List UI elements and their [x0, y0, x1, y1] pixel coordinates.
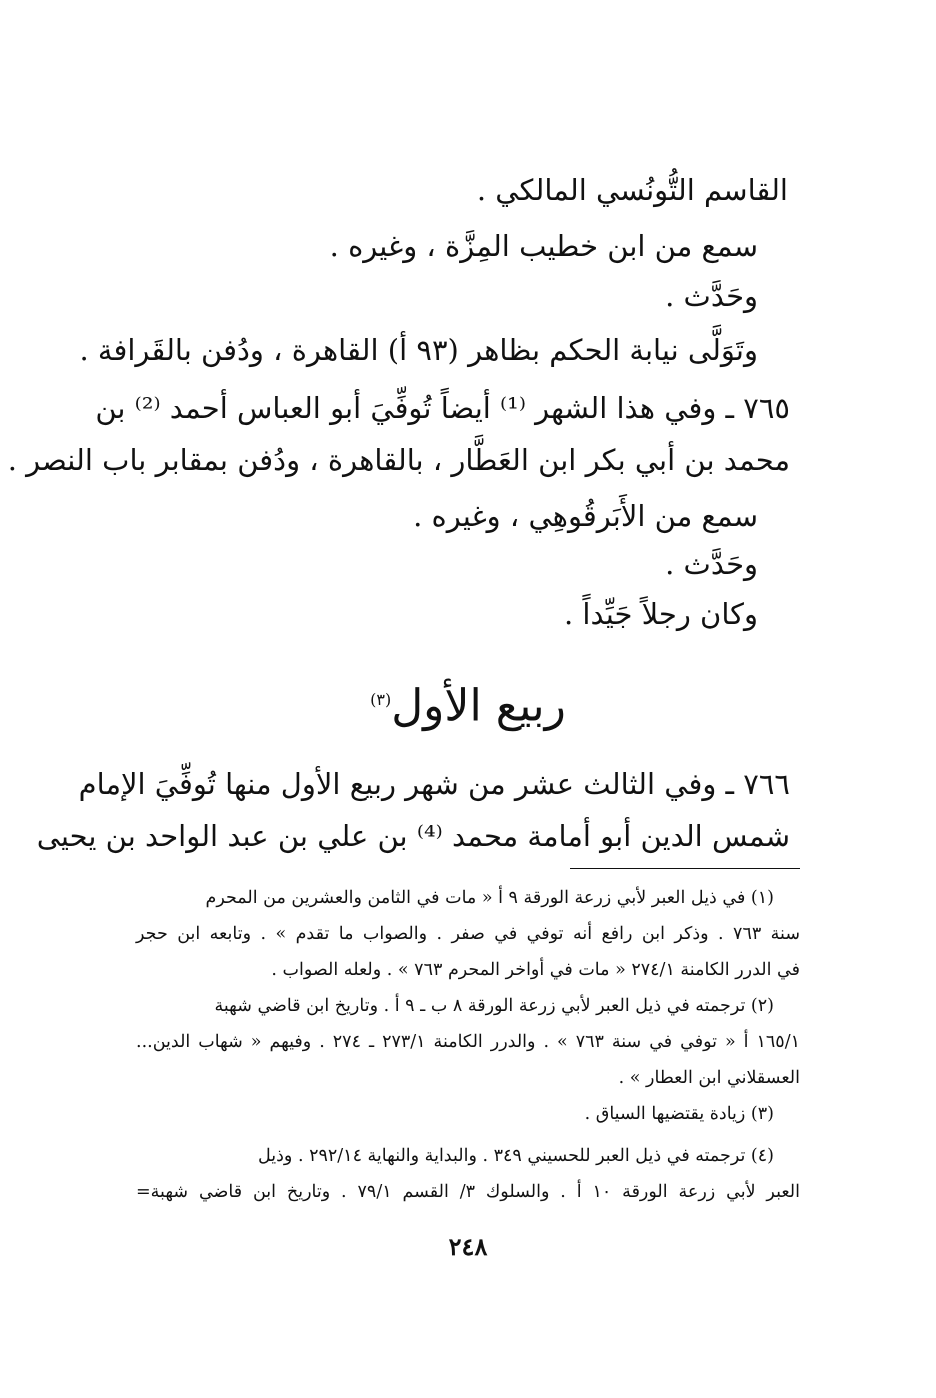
body-line-2: سمع من ابن خطيب المِزَّة ، وغيره . [329, 229, 758, 263]
body-line-1: القاسم التُّونُسي المالكي . [476, 173, 788, 207]
entry-765-line-2: محمد بن أبي بكر ابن العَطَّار ، بالقاهرة ، ودُفن بمقابر باب النصر . [7, 443, 790, 477]
section-heading [300, 672, 636, 735]
body-line-9: وكان رجلاً جَيِّداً . [563, 597, 758, 631]
footnote-line-5: ١٦٥/١ أ « توفي في سنة ٧٦٣ » . والدرر الكامنة ٢٧٣/١ ـ ٢٧٤ . وفيهم « شهاب الدين... [136, 1032, 800, 1052]
page-number: ٢٤٨ [448, 1232, 488, 1261]
entry-766-line-1: ٧٦٦ ـ وفي الثالث عشر من شهر ربيع الأول منها تُوفِّيَ الإمام [78, 767, 790, 801]
footnote-divider [570, 868, 800, 869]
body-line-3: وحَدَّث . [665, 279, 758, 313]
footnote-line-4: (٢) ترجمته في ذيل العبر لأبي زرعة الورقة ٨ ب ـ ٩ أ . وتاريخ ابن قاضي شهبة [214, 996, 774, 1016]
footnote-line-6: العسقلاني ابن العطار » . [618, 1068, 800, 1088]
footnote-line-8: (٤) ترجمته في ذيل العبر للحسيني ٣٤٩ . والبداية والنهاية ٢٩٢/١٤ . وذيل [258, 1146, 774, 1166]
body-line-8: وحَدَّث . [665, 547, 758, 581]
section-heading-note-ref: (٣) [370, 690, 392, 709]
footnote-line-7: (٣) زيادة يقتضيها السياق . [584, 1104, 774, 1124]
body-line-7: سمع من الأَبَرقُوهِي ، وغيره . [413, 499, 758, 533]
entry-765-line-1: ٧٦٥ ـ وفي هذا الشهر ⁽¹⁾ أيضاً تُوفِّيَ أبو العباس أحمد ⁽²⁾ بن [95, 391, 790, 425]
body-line-4: وتَوَلَّى نيابة الحكم بظاهر (٩٣ أ) القاهرة ، ودُفن بالقَرافة . [79, 333, 758, 367]
entry-766-line-2: شمس الدين أبو أمامة محمد ⁽⁴⁾ بن علي بن عبد الواحد بن يحيى [36, 819, 790, 853]
footnote-line-2: سنة ٧٦٣ . وذكر ابن رافع أنه توفي في صفر . والصواب ما تقدم » . وتابعه ابن حجر [136, 924, 801, 944]
footnote-line-1: (١) في ذيل العبر لأبي زرعة الورقة ٩ أ « مات في الثامن والعشرين من المحرم [205, 888, 774, 908]
section-heading-text: ربيع الأول [391, 680, 566, 732]
footnote-line-3: في الدرر الكامنة ٢٧٤/١ « مات في أواخر المحرم ٧٦٣ » . ولعله الصواب . [271, 960, 800, 980]
footnote-line-9: العبر لأبي زرعة الورقة ١٠ أ . والسلوك ٣/ القسم ٧٩/١ . وتاريخ ابن قاضي شهبة= [136, 1182, 801, 1202]
